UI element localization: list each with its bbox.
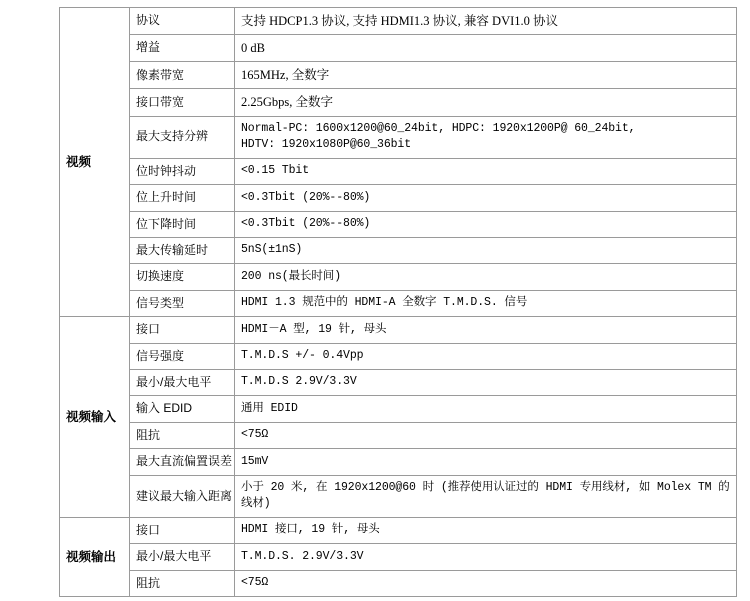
- table-row: [60, 544, 737, 570]
- table-row: [60, 211, 737, 237]
- spec-value: T.M.D.S 2.9V/3.3V: [235, 369, 737, 395]
- spec-value: 5nS(±1nS): [235, 238, 737, 264]
- table-row: [60, 8, 737, 35]
- spec-label: 切换速度: [130, 264, 235, 290]
- spec-value: <0.3Tbit (20%--80%): [235, 211, 737, 237]
- spec-label: 接口带宽: [130, 89, 235, 116]
- spec-label: 增益: [130, 35, 235, 62]
- spec-label: 阻抗: [130, 570, 235, 596]
- spec-sheet-page: [0, 7, 750, 601]
- spec-value: <0.3Tbit (20%--80%): [235, 185, 737, 211]
- table-row: [60, 35, 737, 62]
- spec-value: 0 dB: [235, 35, 737, 62]
- spec-value: 2.25Gbps, 全数字: [235, 89, 737, 116]
- table-row: [60, 264, 737, 290]
- table-row: [60, 158, 737, 184]
- table-row: [60, 517, 737, 543]
- table-row: [60, 570, 737, 596]
- table-row: [60, 238, 737, 264]
- spec-label: 建议最大输入距离: [130, 475, 235, 517]
- table-row: [60, 62, 737, 89]
- spec-value: HDMI－A 型, 19 针, 母头: [235, 317, 737, 343]
- spec-value: <75Ω: [235, 570, 737, 596]
- spec-label: 阻抗: [130, 422, 235, 448]
- spec-label: 协议: [130, 8, 235, 35]
- spec-label: 接口: [130, 317, 235, 343]
- spec-value: 小于 20 米, 在 1920x1200@60 时 (推荐使用认证过的 HDMI 专用线材, 如 Molex TM 的 线材): [235, 475, 737, 517]
- table-row: [60, 290, 737, 316]
- spec-label: 最小/最大电平: [130, 369, 235, 395]
- group-label: 视频: [60, 8, 130, 317]
- spec-value: T.M.D.S. 2.9V/3.3V: [235, 544, 737, 570]
- spec-label: 输入 EDID: [130, 396, 235, 422]
- spec-value: <75Ω: [235, 422, 737, 448]
- spec-label: 信号强度: [130, 343, 235, 369]
- spec-value: 200 ns(最长时间): [235, 264, 737, 290]
- spec-value: HDMI 1.3 规范中的 HDMI-A 全数字 T.M.D.S. 信号: [235, 290, 737, 316]
- spec-label: 最大直流偏置误差: [130, 449, 235, 475]
- spec-label: 位下降时间: [130, 211, 235, 237]
- spec-label: 最大支持分辨: [130, 116, 235, 158]
- table-row: [60, 89, 737, 116]
- spec-label: 像素带宽: [130, 62, 235, 89]
- table-row: [60, 317, 737, 343]
- spec-label: 信号类型: [130, 290, 235, 316]
- table-row: [60, 449, 737, 475]
- spec-value: 通用 EDID: [235, 396, 737, 422]
- spec-label: 位上升时间: [130, 185, 235, 211]
- spec-value: 15mV: [235, 449, 737, 475]
- table-row: [60, 422, 737, 448]
- table-row: [60, 475, 737, 517]
- spec-value: HDMI 接口, 19 针, 母头: [235, 517, 737, 543]
- table-row: [60, 343, 737, 369]
- spec-value: 165MHz, 全数字: [235, 62, 737, 89]
- spec-value: <0.15 Tbit: [235, 158, 737, 184]
- spec-label: 接口: [130, 517, 235, 543]
- table-row: [60, 116, 737, 158]
- spec-label: 最小/最大电平: [130, 544, 235, 570]
- spec-value: 支持 HDCP1.3 协议, 支持 HDMI1.3 协议, 兼容 DVI1.0 协议: [235, 8, 737, 35]
- spec-value: T.M.D.S +/- 0.4Vpp: [235, 343, 737, 369]
- group-label: 视频输入: [60, 317, 130, 518]
- table-row: [60, 185, 737, 211]
- spec-value: Normal-PC: 1600x1200@60_24bit, HDPC: 1920x1200P@ 60_24bit, HDTV: 1920x1080P@60_36bit: [235, 116, 737, 158]
- specifications-table-body: [60, 8, 737, 597]
- specifications-table: [59, 7, 737, 597]
- spec-label: 最大传输延时: [130, 238, 235, 264]
- table-row: [60, 369, 737, 395]
- table-row: [60, 396, 737, 422]
- spec-label: 位时钟抖动: [130, 158, 235, 184]
- group-label: 视频输出: [60, 517, 130, 596]
